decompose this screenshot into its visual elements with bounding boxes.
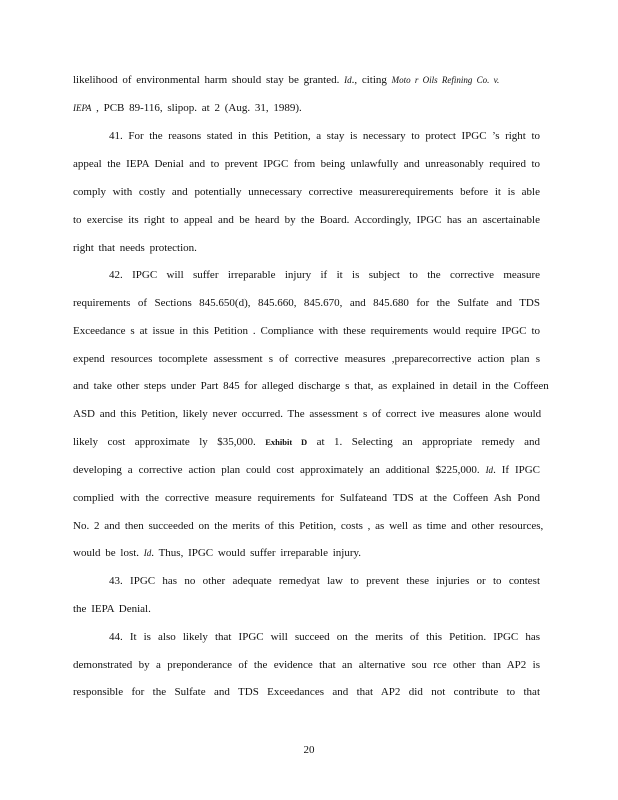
line-text: . If IPGC [493, 464, 541, 476]
line-text: . Thus, IPGC would suffer irreparable injury. [151, 547, 362, 559]
paragraph-42-line: and take other steps under Part 845 for alleged discharge s that, as explained in detail in the Coffeen [73, 380, 549, 392]
page-number: 20 [303, 744, 315, 756]
paragraph-42-line: Exceedance s at issue in this Petition . Compliance with these requirements would require IPGC to [73, 325, 540, 337]
case-name: IEPA [73, 103, 92, 113]
paragraph-42-line: complied with the corrective measure requirements for Sulfateand TDS at the Coffeen Ash Pond [73, 492, 540, 504]
paragraph-42-line: expend resources tocomplete assessment s of corrective measures ,preparecorrective action plan s [73, 353, 540, 365]
line-text: likelihood of environmental harm should stay be granted. [73, 74, 340, 86]
paragraph-42-line: requirements of Sections 845.650(d), 845.660, 845.670, and 845.680 for the Sulfate and TDS [73, 297, 540, 309]
citation-id: Id [143, 548, 152, 558]
paragraph-41-line: comply with costly and potentially unnecessary corrective measurerequirements before it is able [73, 186, 540, 198]
paragraph-42-line: ASD and this Petition, likely never occurred. The assessment s of correct ive measures alone would [73, 408, 542, 420]
line-text: at 1. Selecting an appropriate remedy and [316, 436, 540, 448]
paragraph-42-line: 42. IPGC will suffer irreparable injury if it is subject to the corrective measure [109, 269, 540, 281]
exhibit-reference: Exhibit D [265, 437, 308, 447]
paragraph-41-line: right that needs protection. [73, 242, 197, 254]
paragraph-43-line: the IEPA Denial. [73, 603, 151, 615]
paragraph-43-line: 43. IPGC has no other adequate remedyat law to prevent these injuries or to contest [109, 575, 540, 587]
paragraph-41-line: 41. For the reasons stated in this Petition, a stay is necessary to protect IPGC ’s right to [109, 130, 540, 142]
text-line [73, 73, 540, 87]
paragraph-42-line [73, 435, 540, 449]
case-name: Moto r Oils Refining Co. v. [391, 75, 500, 85]
paragraph-42-line: No. 2 and then succeeded on the merits of this Petition, costs , as well as time and other resources, [73, 520, 544, 532]
paragraph-42-line [73, 546, 540, 560]
paragraph-44-line: responsible for the Sulfate and TDS Exceedances and that AP2 did not contribute to that [73, 686, 540, 698]
citation-id: Id [344, 75, 352, 85]
line-text: , PCB 89-116, slipop. at 2 (Aug. 31, 1989). [96, 102, 302, 114]
citation-id: Id [485, 465, 494, 475]
paragraph-41-line: appeal the IEPA Denial and to prevent IPGC from being unlawfully and unreasonably required to [73, 158, 540, 170]
line-text: developing a corrective action plan could cost approximately an additional $225,000. [73, 464, 480, 476]
line-text: likely cost approximate ly $35,000. [73, 436, 256, 448]
paragraph-42-line [73, 463, 540, 477]
text-line [73, 101, 540, 115]
line-text: would be lost. [73, 547, 140, 559]
paragraph-41-line: to exercise its right to appeal and be heard by the Board. Accordingly, IPGC has an ascertainable [73, 214, 540, 226]
paragraph-44-line: 44. It is also likely that IPGC will succeed on the merits of this Petition. IPGC has [109, 631, 540, 643]
line-text: ., citing [351, 74, 387, 86]
paragraph-44-line: demonstrated by a preponderance of the evidence that an alternative sou rce other than AP2 is [73, 659, 540, 671]
